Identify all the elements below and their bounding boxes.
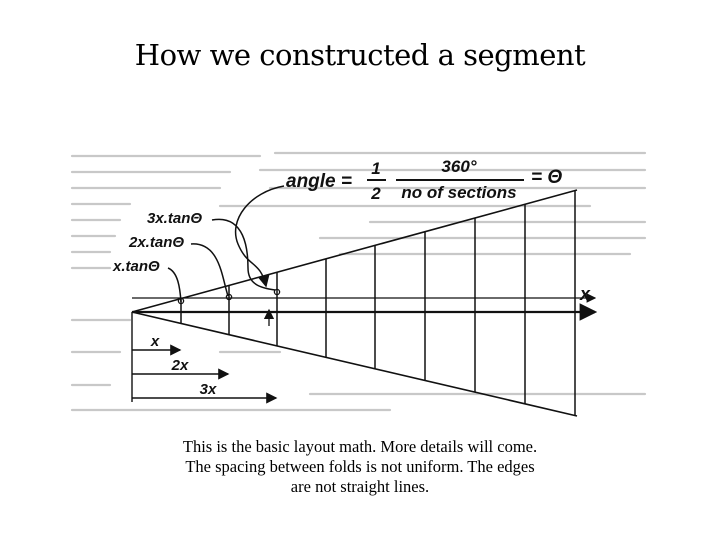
formula-frac2-den: no of sections <box>401 183 517 202</box>
triangle-lower-edge <box>132 312 577 416</box>
slide-title: How we constructed a segment <box>134 38 586 72</box>
leader-2x-tan <box>191 244 228 296</box>
formula-rhs: = Θ <box>531 167 563 188</box>
angle-formula <box>286 157 562 203</box>
dim-label-3x: 3x <box>199 381 217 398</box>
axis-x-label: x <box>580 284 591 304</box>
dim-label-2x: 2x <box>171 357 189 374</box>
section-lines <box>181 191 575 416</box>
caption-line-2: The spacing between folds is not uniform. The edges <box>185 457 535 476</box>
label-2x-tan: 2x.tanΘ <box>129 234 185 251</box>
dimension-2x <box>132 357 228 374</box>
formula-frac1-den: 2 <box>371 184 381 203</box>
caption <box>120 437 600 497</box>
dim-label-x: x <box>150 333 160 350</box>
label-3x-tan: 3x.tanΘ <box>147 210 203 227</box>
caption-line-1: This is the basic layout math. More details will come. <box>182 437 538 456</box>
leader-x-tan <box>168 268 181 302</box>
label-x-tan: x.tanΘ <box>113 258 160 275</box>
formula-frac1-num: 1 <box>371 159 381 178</box>
caption-line-3: are not straight lines. <box>290 477 430 496</box>
dimension-x <box>132 333 180 350</box>
faint-background-text <box>72 153 645 410</box>
dimension-3x <box>132 381 276 398</box>
formula-frac2-num: 360° <box>441 157 477 176</box>
segment-diagram <box>70 140 650 425</box>
triangle-upper-edge <box>132 190 577 312</box>
formula-lhs: angle = <box>286 171 352 192</box>
